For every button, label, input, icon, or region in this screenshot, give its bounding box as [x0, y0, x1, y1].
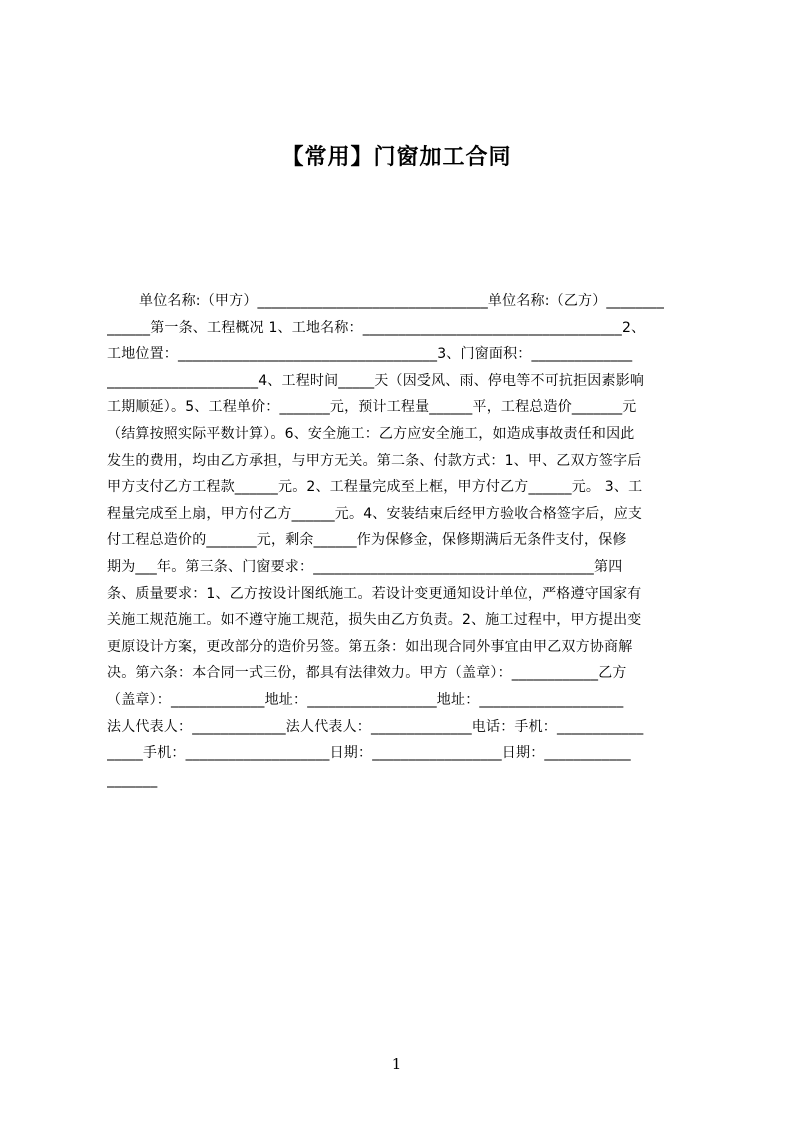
- document-title: 【常用】门窗加工合同: [281, 145, 512, 170]
- text-line: _____手机：____________________日期：__________________日期：____________: [107, 745, 631, 762]
- text-line: 关施工规范施工。如不遵守施工规范，损失由乙方负责。2、施工过程中，甲方提出变: [107, 612, 642, 629]
- text-line: 程量完成至上扇，甲方付乙方______元。4、安装结束后经甲方验收合格签字后，应支: [107, 505, 643, 522]
- text-line: _____________________4、工程时间_____天（因受风、雨、停电等不可抗拒因素影响: [107, 372, 645, 389]
- text-line: 法人代表人：_____________法人代表人：______________电话：手机：____________: [107, 718, 644, 735]
- text-line: （结算按照实际平数计算）。6、安全施工：乙方应安全施工，如造成事故责任和因此: [107, 425, 635, 442]
- text-line: 条、质量要求：1、乙方按设计图纸施工。若设计变更通知设计单位，严格遵守国家有: [107, 585, 642, 602]
- page-number: 1: [391, 1055, 402, 1073]
- text-line: 付工程总造价的_______元，剩余______作为保修金，保修期满后无条件支付，保修: [107, 532, 627, 549]
- contract-body: [107, 288, 697, 793]
- text-line: 决。第六条：本合同一式三份，都具有法律效力。甲方（盖章）：____________乙方: [107, 665, 627, 682]
- text-line: 工地位置：____________________________________3、门窗面积：______________: [107, 346, 633, 363]
- text-line: 发生的费用，均由乙方承担，与甲方无关。第二条、付款方式：1、甲、乙双方签字后: [107, 452, 642, 469]
- text-line: 单位名称:（甲方）________________________________单位名称:（乙方）________: [139, 293, 665, 309]
- text-line: _______: [107, 771, 158, 788]
- text-line: ______第一条、工程概况 1、工地名称：____________________________________2、: [107, 319, 646, 336]
- text-line: 期为___年。第三条、门窗要求：_______________________________________第四: [107, 558, 623, 575]
- text-line: 工期顺延）。5、工程单价：_______元，预计工程量______平，工程总造价_______元: [107, 399, 637, 416]
- text-line: 甲方支付乙方工程款______元。2、工程量完成至上框，甲方付乙方______元。 3、工: [107, 479, 643, 496]
- text-line: （盖章）：_____________地址：__________________地址：____________________: [107, 691, 624, 708]
- text-line: 更原设计方案，更改部分的造价另签。第五条：如出现合同外事宜由甲乙双方协商解: [107, 638, 633, 655]
